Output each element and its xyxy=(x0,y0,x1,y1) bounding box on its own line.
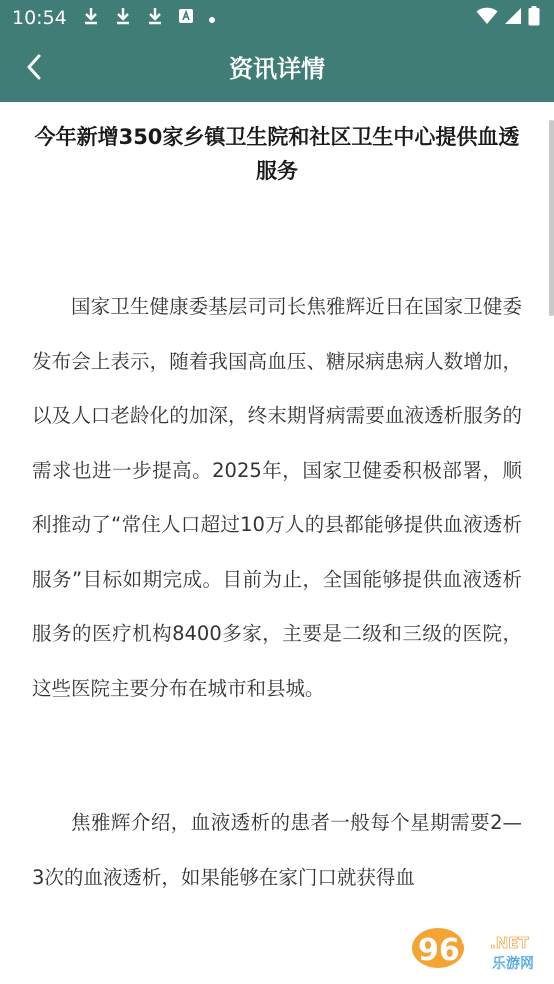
wifi-icon xyxy=(476,7,498,29)
battery-icon xyxy=(528,6,540,30)
download-icon xyxy=(146,6,164,30)
page-title: 资讯详情 xyxy=(229,55,325,83)
watermark-suffix: .NET xyxy=(490,934,529,952)
system-icons xyxy=(476,7,546,29)
scrollbar[interactable] xyxy=(549,120,554,316)
download-icon xyxy=(114,6,132,30)
app-bar xyxy=(0,36,554,102)
site-watermark xyxy=(410,926,548,976)
status-bar xyxy=(0,0,554,36)
article-content[interactable] xyxy=(0,102,554,905)
article-paragraph: 焦雅辉介绍，血液透析的患者一般每个星期需要2—3次的血液透析，如果能够在家门口就获得血 xyxy=(32,811,522,889)
dot-icon xyxy=(208,9,216,28)
article-title: 今年新增350家乡镇卫生院和社区卫生中心提供血透服务 xyxy=(34,125,520,183)
status-time: 10:54 xyxy=(12,7,67,29)
watermark-number: 962 xyxy=(418,933,481,968)
article-paragraph: 国家卫生健康委基层司司长焦雅辉近日在国家卫健委发布会上表示，随着我国高血压、糖尿病患病人数增加，以及人口老龄化的加深，终末期肾病需要血液透析服务的需求也进一步提高。2025年，国家卫健委积极部署，顺利推动了“常住人口超过10万人的县都能够提供血液透析服务”目标如期完成。目前为止，全国能够提供血液透析服务的医疗机构8400多家，主要是二级和三级的医院，这些医院主要分布在城市和县城。 xyxy=(32,295,522,700)
download-icon xyxy=(82,6,100,30)
notification-icons xyxy=(82,8,230,28)
app-icon xyxy=(178,8,194,28)
signal-icon xyxy=(504,7,522,29)
watermark-sub: 乐游网 xyxy=(492,956,534,972)
